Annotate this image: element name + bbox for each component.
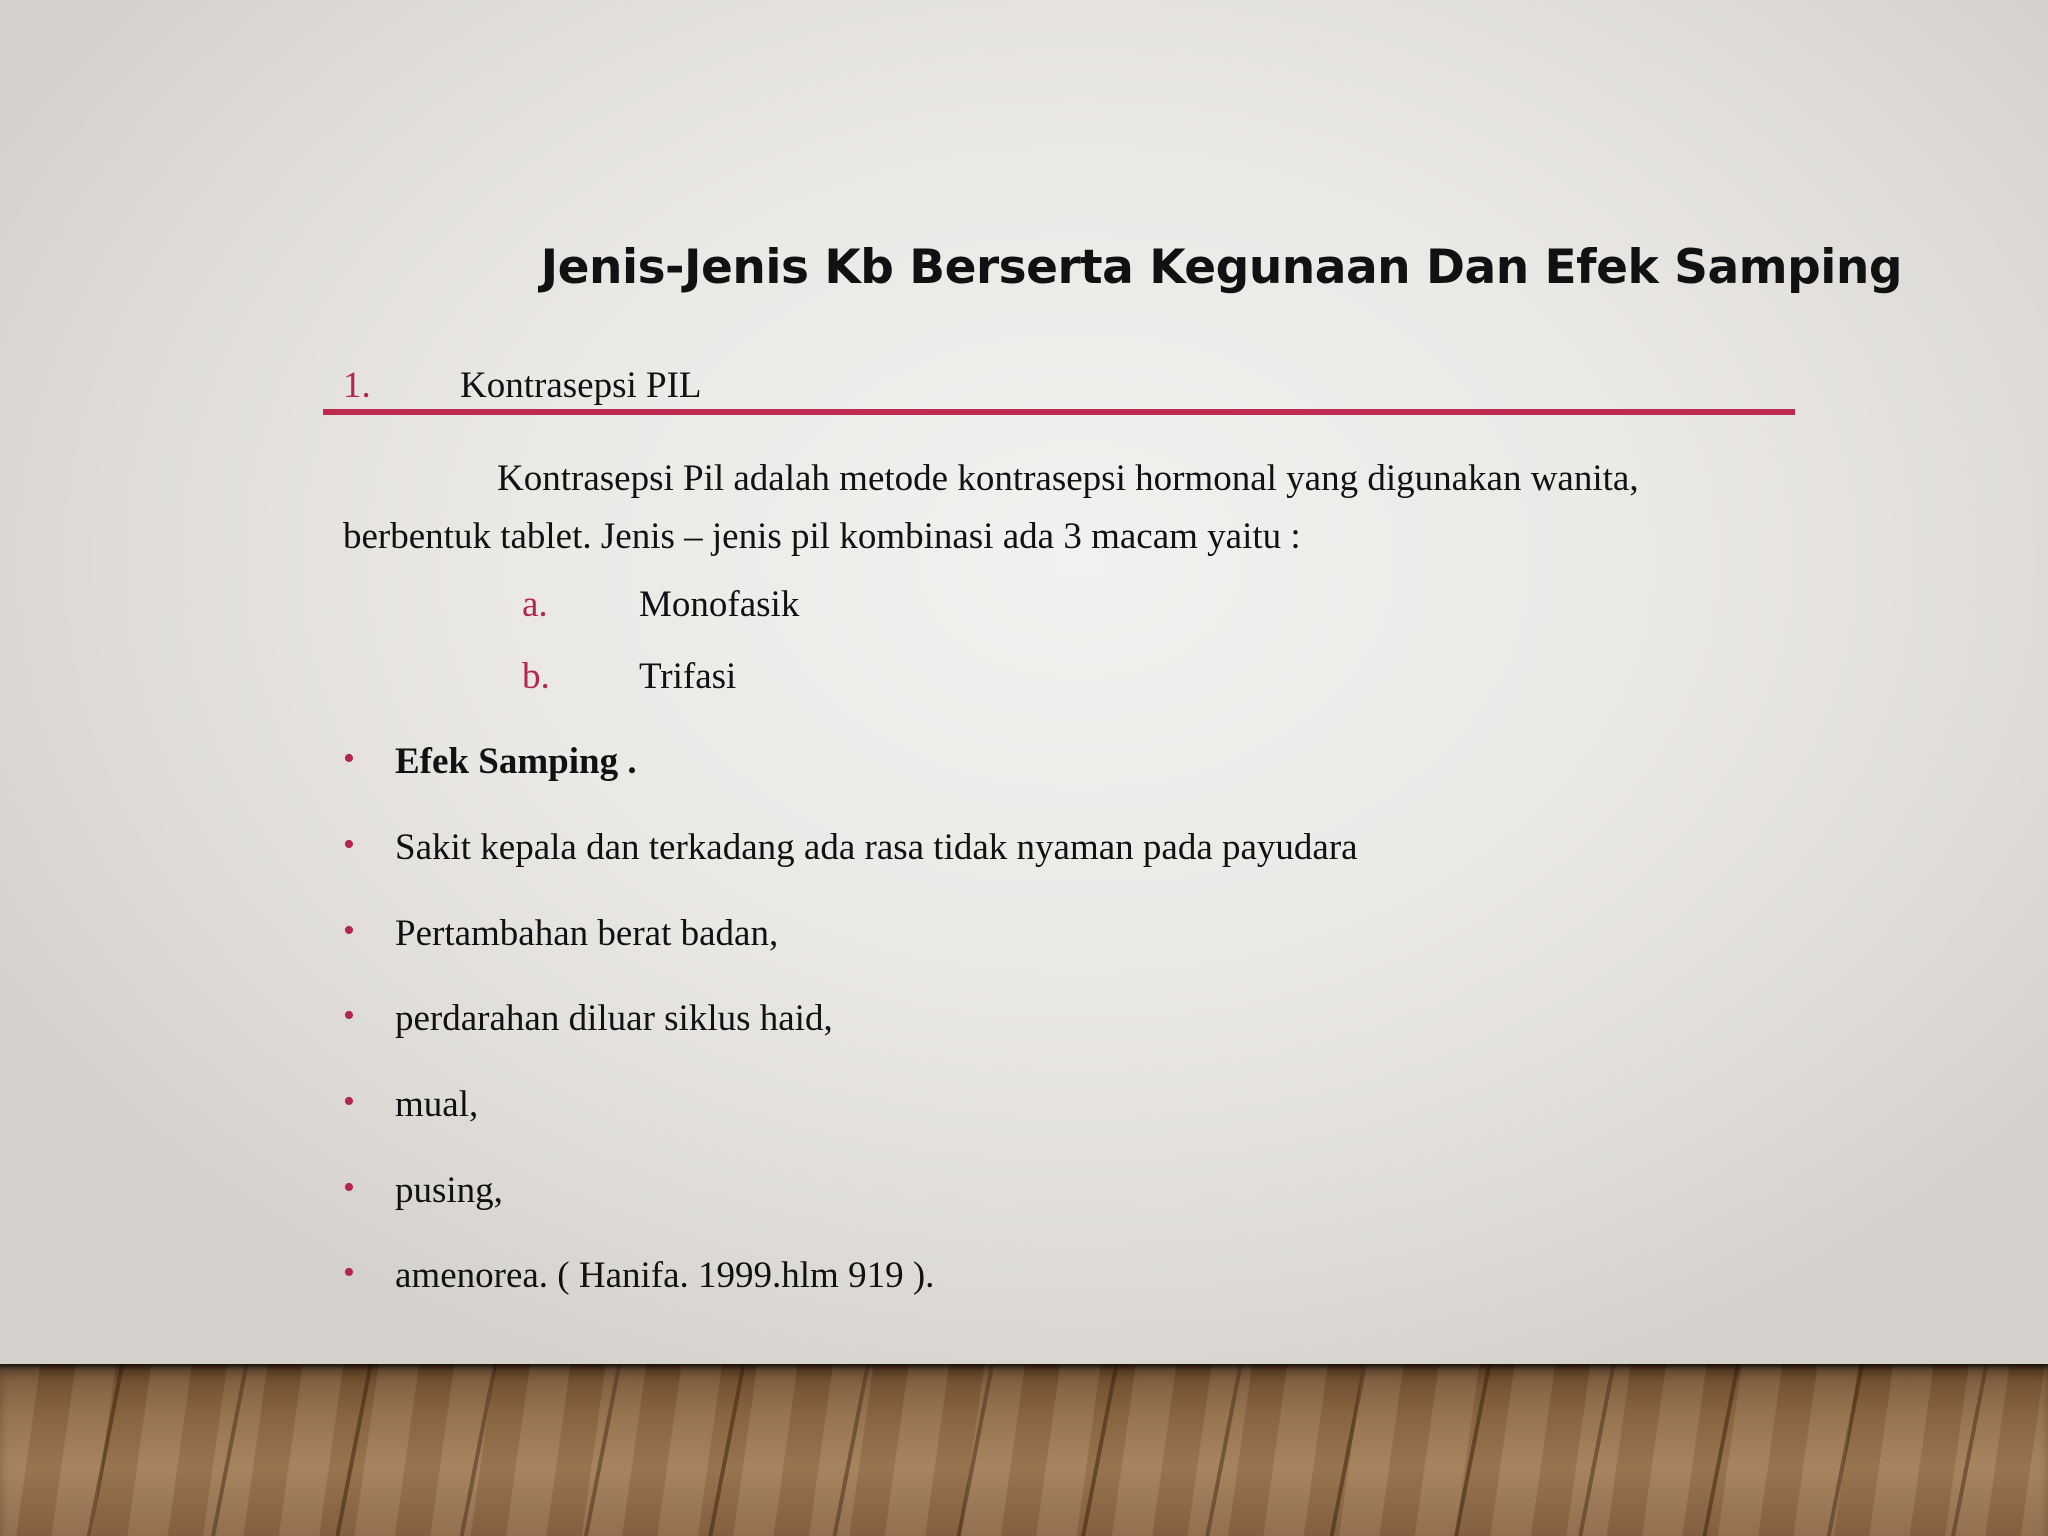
sub-item-letter: b. — [522, 656, 550, 697]
bullet-text: pusing, — [395, 1170, 503, 1211]
bullet-icon: • — [343, 1083, 355, 1120]
section-underline — [323, 409, 1795, 415]
bullet-icon: • — [343, 912, 355, 949]
bullet-icon: • — [343, 826, 355, 863]
sub-item-text: Monofasik — [639, 584, 800, 625]
bullet-text: mual, — [395, 1084, 479, 1125]
sub-item-text: Trifasi — [639, 656, 737, 697]
bullet-icon: • — [343, 997, 355, 1034]
bullet-text: amenorea. ( Hanifa. 1999.hlm 919 ). — [395, 1255, 935, 1296]
wood-floor-background — [0, 1364, 2048, 1536]
bullet-text: perdarahan diluar siklus haid, — [395, 998, 833, 1039]
bullet-text: Pertambahan berat badan, — [395, 913, 779, 954]
intro-paragraph: Kontrasepsi Pil adalah metode kontrasepsi hormonal yang digunakan wanita, berbentuk tablet. Jenis – jenis pil kombinasi ada 3 macam yaitu : — [343, 458, 1639, 557]
section-number: 1. — [343, 365, 371, 406]
section-label: Kontrasepsi PIL — [460, 365, 702, 406]
sub-item-letter: a. — [522, 584, 548, 625]
bullet-icon: • — [343, 1169, 355, 1206]
bullet-text: Sakit kepala dan terkadang ada rasa tidak nyaman pada payudara — [395, 827, 1358, 868]
bullet-icon: • — [343, 740, 355, 777]
bullet-text: Efek Samping . — [395, 741, 637, 782]
slide-title: Jenis-Jenis Kb Berserta Kegunaan Dan Efek Samping — [540, 240, 1902, 295]
bullet-icon: • — [343, 1254, 355, 1291]
